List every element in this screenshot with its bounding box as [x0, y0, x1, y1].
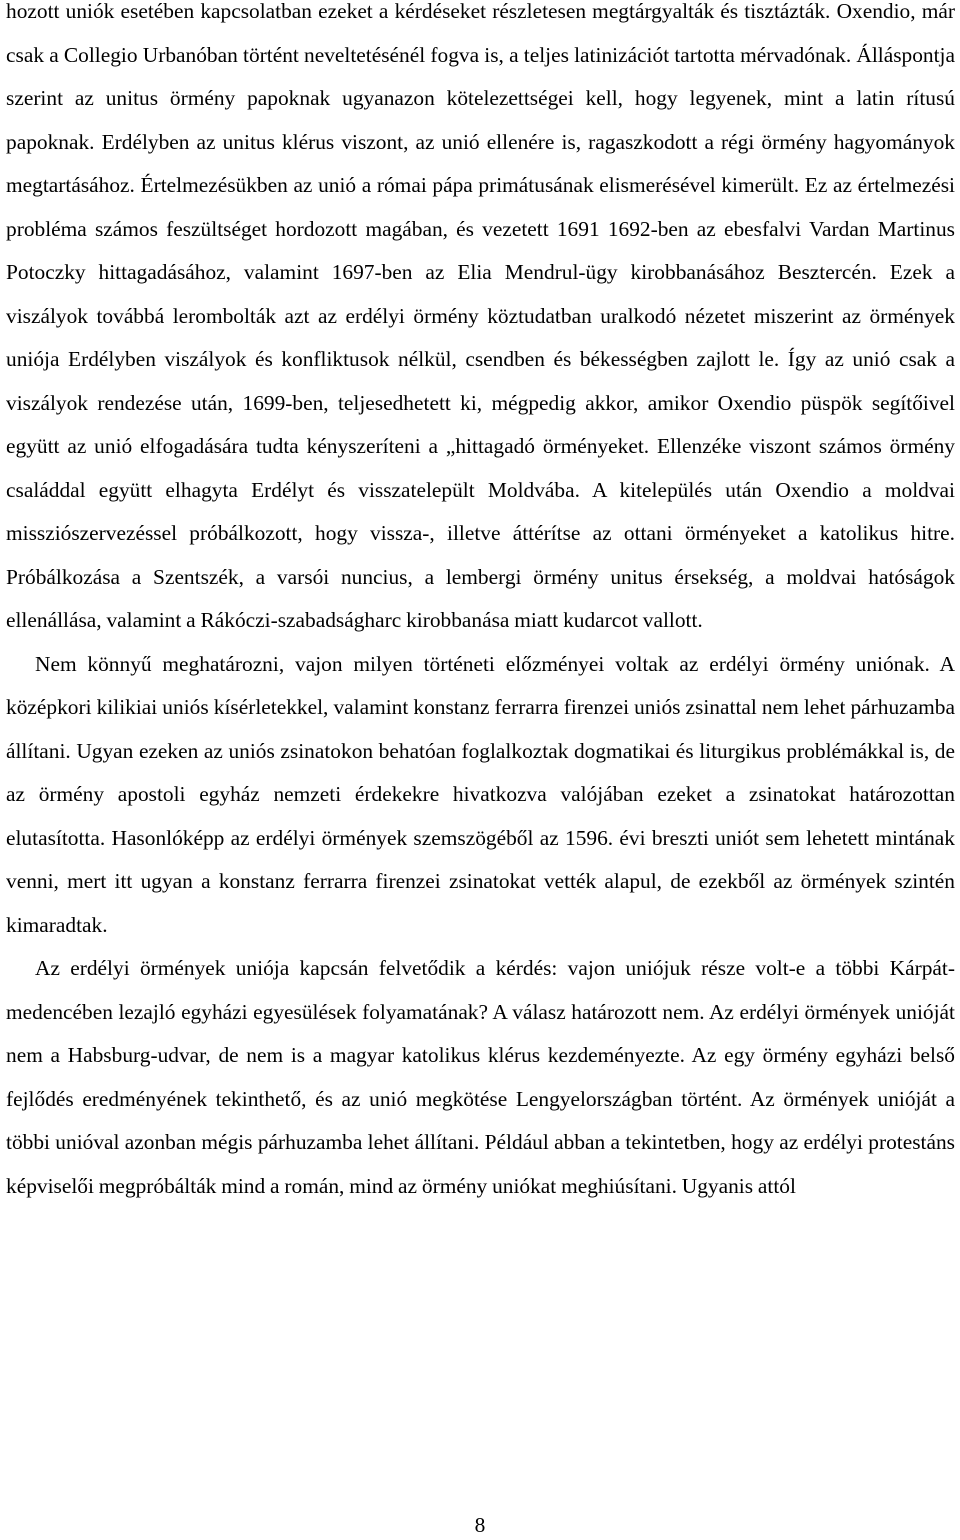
- paragraph-3: Az erdélyi örmények uniója kapcsán felvetődik a kérdés: vajon uniójuk része volt-e a többi Kárpát-medencében lezajló egyházi egyesülések folyamatának? A válasz határozott nem. Az erdélyi örmények unióját nem a Habsburg-udvar, de nem is a magyar katolikus klérus kezdeményezte. Az egy örmény egyházi belső fejlődés eredményének tekinthető, és az unió megkötése Lengyelországban történt. Az örmények unióját a többi unióval azonban mégis párhuzamba lehet állítani. Például abban a tekintetben, hogy az erdélyi protestáns képviselői megpróbálták mind a román, mind az örmény uniókat meghiúsítani. Ugyanis attól: [6, 956, 955, 1198]
- page-number: 8: [474, 1513, 486, 1537]
- document-page: [6, 0, 955, 1208]
- paragraph-1: hozott uniók esetében kapcsolatban ezeket a kérdéseket részletesen megtárgyalták és tisztázták. Oxendio, már csak a Collegio Urbanóban történt neveltetésénél fogva is, a teljes latinizációt tartotta mérvadónak. Álláspontja szerint az unitus örmény papoknak ugyanazon kötelezettségei kell, hogy legyenek, mint a latin rítusú papoknak. Erdélyben az unitus klérus viszont, az unió ellenére is, ragaszkodott a régi örmény hagyományok megtartásához. Értelmezésükben az unió a római pápa primátusának elismerésével kimerült. Ez az értelmezési probléma számos feszültséget hordozott magában, és vezetett 1691 1692-ben az ebesfalvi Vardan Martinus Potoczky hittagadásához, valamint 1697-ben az Elia Mendrul-ügy kirobbanásához Besztercén. Ezek a viszályok továbbá lerombolták azt az erdélyi örmény köztudatban uralkodó nézetet miszerint az örmények uniója Erdélyben viszályok és konfliktusok nélkül, csendben és békességben zajlott le. Így az unió csak a viszályok rendezése után, 1699-ben, teljesedhetett ki, mégpedig akkor, amikor Oxendio püspök segítőivel együtt az unió elfogadására tudta kényszeríteni a „hittagadó örményeket. Ellenzéke viszont számos örmény családdal együtt elhagyta Erdélyt és visszatelepült Moldvába. A kitelepülés után Oxendio a moldvai missziószervezéssel próbálkozott, hogy vissza-, illetve áttérítse az ottani örményeket a katolikus hitre. Próbálkozása a Szentszék, a varsói nuncius, a lembergi örmény unitus érsekség, a moldvai hatóságok ellenállása, valamint a Rákóczi-szabadságharc kirobbanása miatt kudarcot vallott.: [6, 0, 955, 632]
- paragraph-2: Nem könnyű meghatározni, vajon milyen történeti előzményei voltak az erdélyi örmény uniónak. A középkori kilikiai uniós kísérletekkel, valamint konstanz ferrarra firenzei uniós zsinattal nem lehet párhuzamba állítani. Ugyan ezeken az uniós zsinatokon behatóan foglalkoztak dogmatikai és liturgikus problémákkal is, de az örmény apostoli egyház nemzeti érdekekre hivatkozva valójában ezeket a zsinatokat határozottan elutasította. Hasonlóképp az erdélyi örmények szemszögéből az 1596. évi breszti uniót sem lehetett mintának venni, mert itt ugyan a konstanz ferrarra firenzei zsinatokat vették alapul, de ezekből az örmények szintén kimaradtak.: [6, 651, 955, 937]
